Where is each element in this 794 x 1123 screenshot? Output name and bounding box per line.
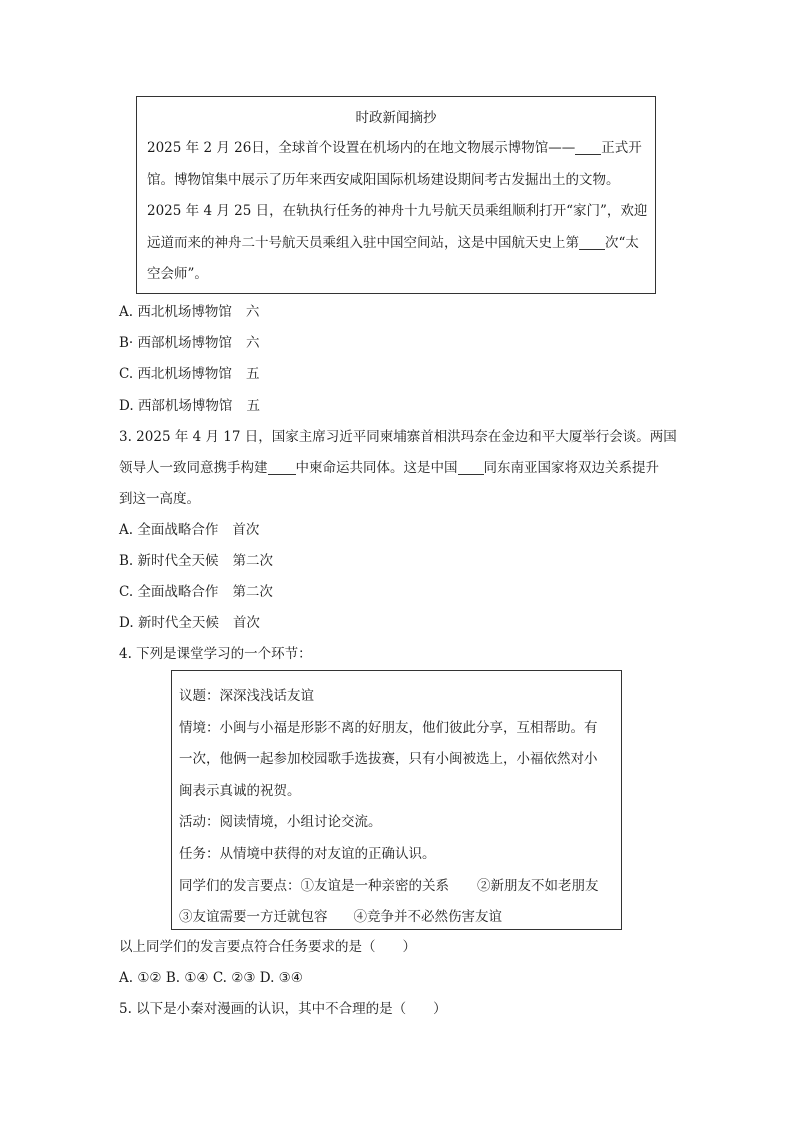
news-text: 2025 年 2 月 26日，全球首个设置在机场内的在地文物展示博物馆—— [147, 140, 576, 156]
q3-text: 领导人一致同意携手构建 [119, 460, 268, 476]
q3-option-c [119, 581, 273, 603]
q2-option-c [119, 363, 259, 385]
news-line [147, 165, 645, 197]
box-line: 闽表示真诚的祝贺。 [179, 782, 301, 799]
option-text: 第二次 [232, 553, 274, 569]
box-line [179, 902, 613, 934]
news-text: 2025 年 4 月 25 日，在轨执行任务的神舟十九号航天员乘组顺利打开“家门”，欢迎 [147, 203, 648, 219]
q3-option-d [119, 612, 260, 634]
news-text: 馆。博物馆集中展示了历年来西安咸阳国际机场建设期间考古发掘出土的文物。 [147, 171, 620, 188]
box-line: 活动：阅读情境，小组讨论交流。 [179, 814, 382, 831]
option-letter: A. [119, 304, 134, 320]
q3-stem-line: 到这一高度。 [119, 491, 200, 507]
option-letter: A. [119, 522, 134, 538]
box-line: 一次，他俩一起参加校园歌手选拔赛，只有小闽被选上，小福依然对小 [179, 751, 598, 768]
answer-blank [268, 458, 296, 475]
q3-text: 同东南亚国家将双边关系提升 [483, 460, 659, 476]
speech-point: ③友谊需要一方迁就包容 [179, 909, 328, 926]
q2-option-a [119, 301, 259, 323]
points-label: 同学们的发言要点： [179, 877, 301, 894]
speech-point: ①友谊是一种亲密的关系 [300, 877, 449, 894]
answer-blank [579, 233, 605, 250]
option-text: 五 [245, 366, 260, 382]
speech-point: ④竞争并不必然伤害友谊 [353, 909, 502, 926]
q3-stem-line: 3. 2025 年 4 月 17 日，国家主席习近平同柬埔寨首相洪玛奈在金边和平大厦举行会谈。两国 [119, 429, 677, 445]
option-text: 六 [246, 335, 260, 351]
news-line [147, 228, 645, 260]
box-line: 任务：从情境中获得的对友谊的正确认识。 [179, 845, 436, 862]
news-line [147, 259, 645, 291]
news-line [147, 196, 648, 228]
option-letter: D. [119, 615, 134, 631]
option-letter: B· [119, 335, 134, 351]
option-text: 新时代全天候 [137, 553, 219, 569]
q4-stem: 4. 下列是课堂学习的一个环节： [119, 646, 312, 662]
q2-option-b [119, 332, 260, 354]
q4-options: A. ①② B. ①④ C. ②③ D. ③④ [119, 970, 303, 986]
option-text: 西部机场博物馆 [137, 398, 233, 414]
option-text: 西北机场博物馆 [137, 366, 232, 382]
option-letter: C. [119, 584, 134, 600]
q3-option-b [119, 550, 273, 572]
q2-option-d [119, 395, 260, 417]
option-text: 新时代全天候 [137, 615, 219, 631]
classroom-activity-box [171, 670, 622, 930]
news-text: 远道而来的神舟二十号航天员乘组入驻中国空间站，这是中国航天史上第 [147, 234, 579, 251]
news-text: 正式开 [601, 140, 642, 156]
option-text: 第二次 [232, 584, 273, 600]
news-excerpt-box [136, 96, 656, 294]
box-line: 情境：小闽与小福是形影不离的好朋友，他们彼此分享，互相帮助。有 [179, 719, 598, 736]
q5-stem: 5. 以下是小秦对漫画的认识，其中不合理的是（ ） [119, 1001, 447, 1017]
news-line [147, 133, 645, 165]
q3-option-a [119, 519, 259, 541]
option-text: 首次 [232, 522, 260, 538]
option-letter: D. [119, 398, 134, 414]
speech-point: ②新朋友不如老朋友 [477, 877, 599, 894]
option-letter: C. [119, 366, 134, 382]
box-line: 议题：深深浅浅话友谊 [179, 688, 314, 704]
box-line [179, 871, 613, 903]
news-text: 空会师”。 [147, 266, 208, 282]
option-text: 西北机场博物馆 [137, 304, 232, 320]
option-text: 全面战略合作 [137, 522, 219, 538]
answer-blank [458, 458, 484, 475]
q3-text: 中柬命运共同体。这是中国 [295, 460, 458, 476]
option-text: 全面战略合作 [137, 584, 219, 600]
news-text: 次“太 [605, 234, 639, 251]
option-text: 五 [246, 398, 260, 414]
option-text: 首次 [232, 615, 260, 631]
answer-blank [575, 138, 601, 155]
q4-question: 以上同学们的发言要点符合任务要求的是（ ） [119, 939, 416, 955]
q3-stem-line [119, 457, 659, 479]
option-letter: B. [119, 553, 134, 569]
news-box-title: 时政新闻摘抄 [355, 110, 437, 126]
option-text: 六 [245, 304, 260, 320]
option-text: 西部机场博物馆 [137, 335, 233, 351]
